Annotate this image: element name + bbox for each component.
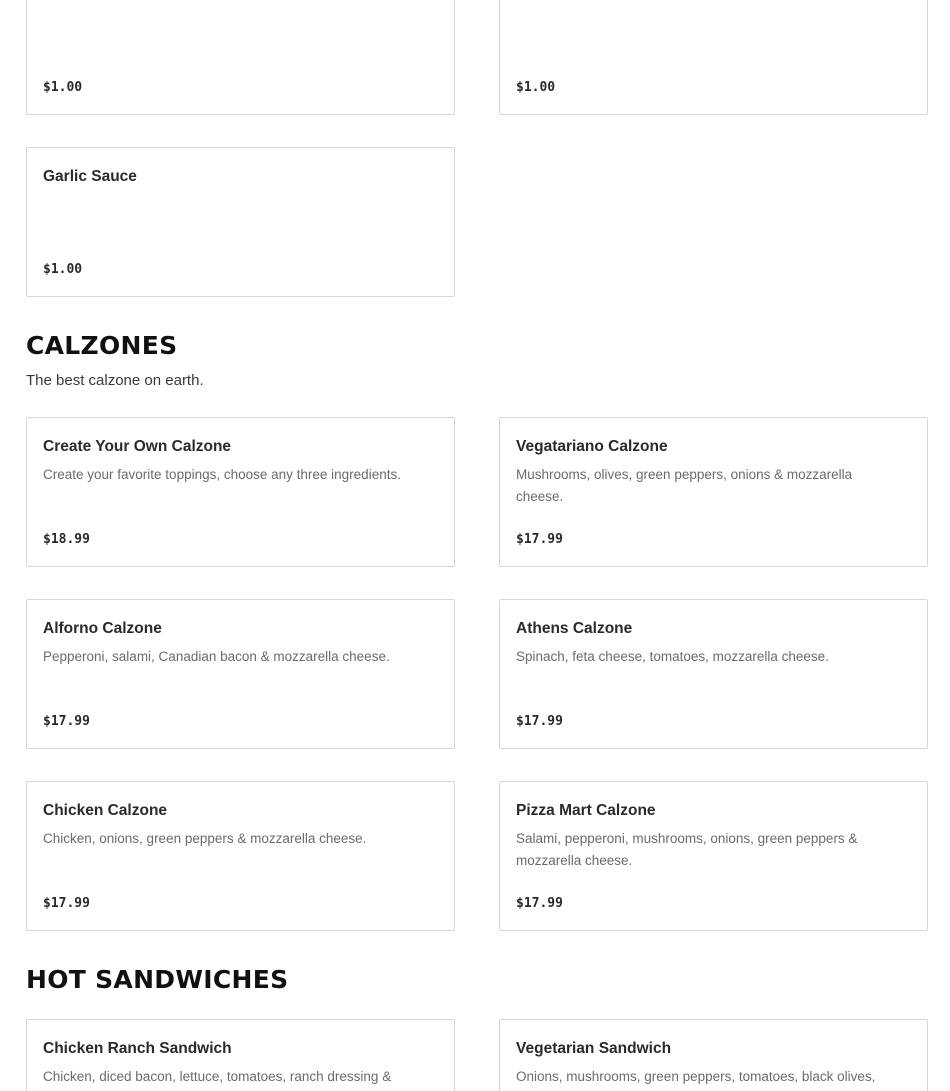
menu-item-price: $17.99 (43, 714, 90, 729)
menu-item-price: $1.00 (43, 80, 83, 95)
menu-item-price: $1.00 (516, 80, 556, 95)
menu-item-card[interactable] (499, 417, 928, 567)
menu-item-card[interactable] (499, 0, 928, 115)
menu-item-name: Garlic Sauce (43, 168, 137, 185)
menu-item-price: $1.00 (43, 262, 83, 277)
menu-item-name: Alforno Calzone (43, 620, 162, 637)
menu-item-card[interactable] (499, 1019, 928, 1091)
menu-item-card[interactable] (26, 147, 455, 297)
menu-item-card[interactable] (499, 599, 928, 749)
menu-item-price: $17.99 (516, 896, 563, 911)
menu-item-name: Vegetarian Sandwich (516, 1040, 672, 1057)
menu-item-description: Chicken, onions, green peppers & mozzarella cheese. (43, 831, 367, 846)
section-subtitle: The best calzone on earth. (26, 372, 204, 389)
menu-item-name: Create Your Own Calzone (43, 438, 232, 455)
menu-item-card[interactable] (26, 599, 455, 749)
menu-item-price: $17.99 (516, 532, 563, 547)
section-title: HOT SANDWICHES (26, 965, 289, 994)
menu-item-name: Chicken Calzone (43, 802, 168, 819)
menu-item-description: Chicken, diced bacon, lettuce, tomatoes, ranch dressing & (43, 1069, 392, 1084)
menu-item-card[interactable] (26, 1019, 455, 1091)
menu-item-card[interactable] (26, 417, 455, 567)
menu-item-card[interactable] (26, 0, 455, 115)
menu-item-description: Mushrooms, olives, green peppers, onions & mozzarella cheese. (516, 467, 853, 504)
menu-item-name: Chicken Ranch Sandwich (43, 1040, 232, 1057)
menu-item-description: Create your favorite toppings, choose any three ingredients. (43, 467, 401, 482)
menu-item-description: Pepperoni, salami, Canadian bacon & mozzarella cheese. (43, 649, 390, 664)
menu-item-name: Athens Calzone (516, 620, 633, 637)
menu-item-price: $17.99 (516, 714, 563, 729)
menu-item-price: $18.99 (43, 532, 90, 547)
menu-item-price: $17.99 (43, 896, 90, 911)
menu-item-description: Onions, mushrooms, green peppers, tomatoes, black olives, (516, 1069, 876, 1084)
menu-item-name: Vegatariano Calzone (516, 438, 668, 455)
menu-item-description: Spinach, feta cheese, tomatoes, mozzarella cheese. (516, 649, 829, 664)
menu-item-name: Pizza Mart Calzone (516, 802, 656, 819)
menu-item-card[interactable] (499, 781, 928, 931)
menu-item-card[interactable] (26, 781, 455, 931)
section-title: CALZONES (26, 331, 178, 360)
menu-item-description: Salami, pepperoni, mushrooms, onions, green peppers & mozzarella cheese. (516, 831, 858, 868)
